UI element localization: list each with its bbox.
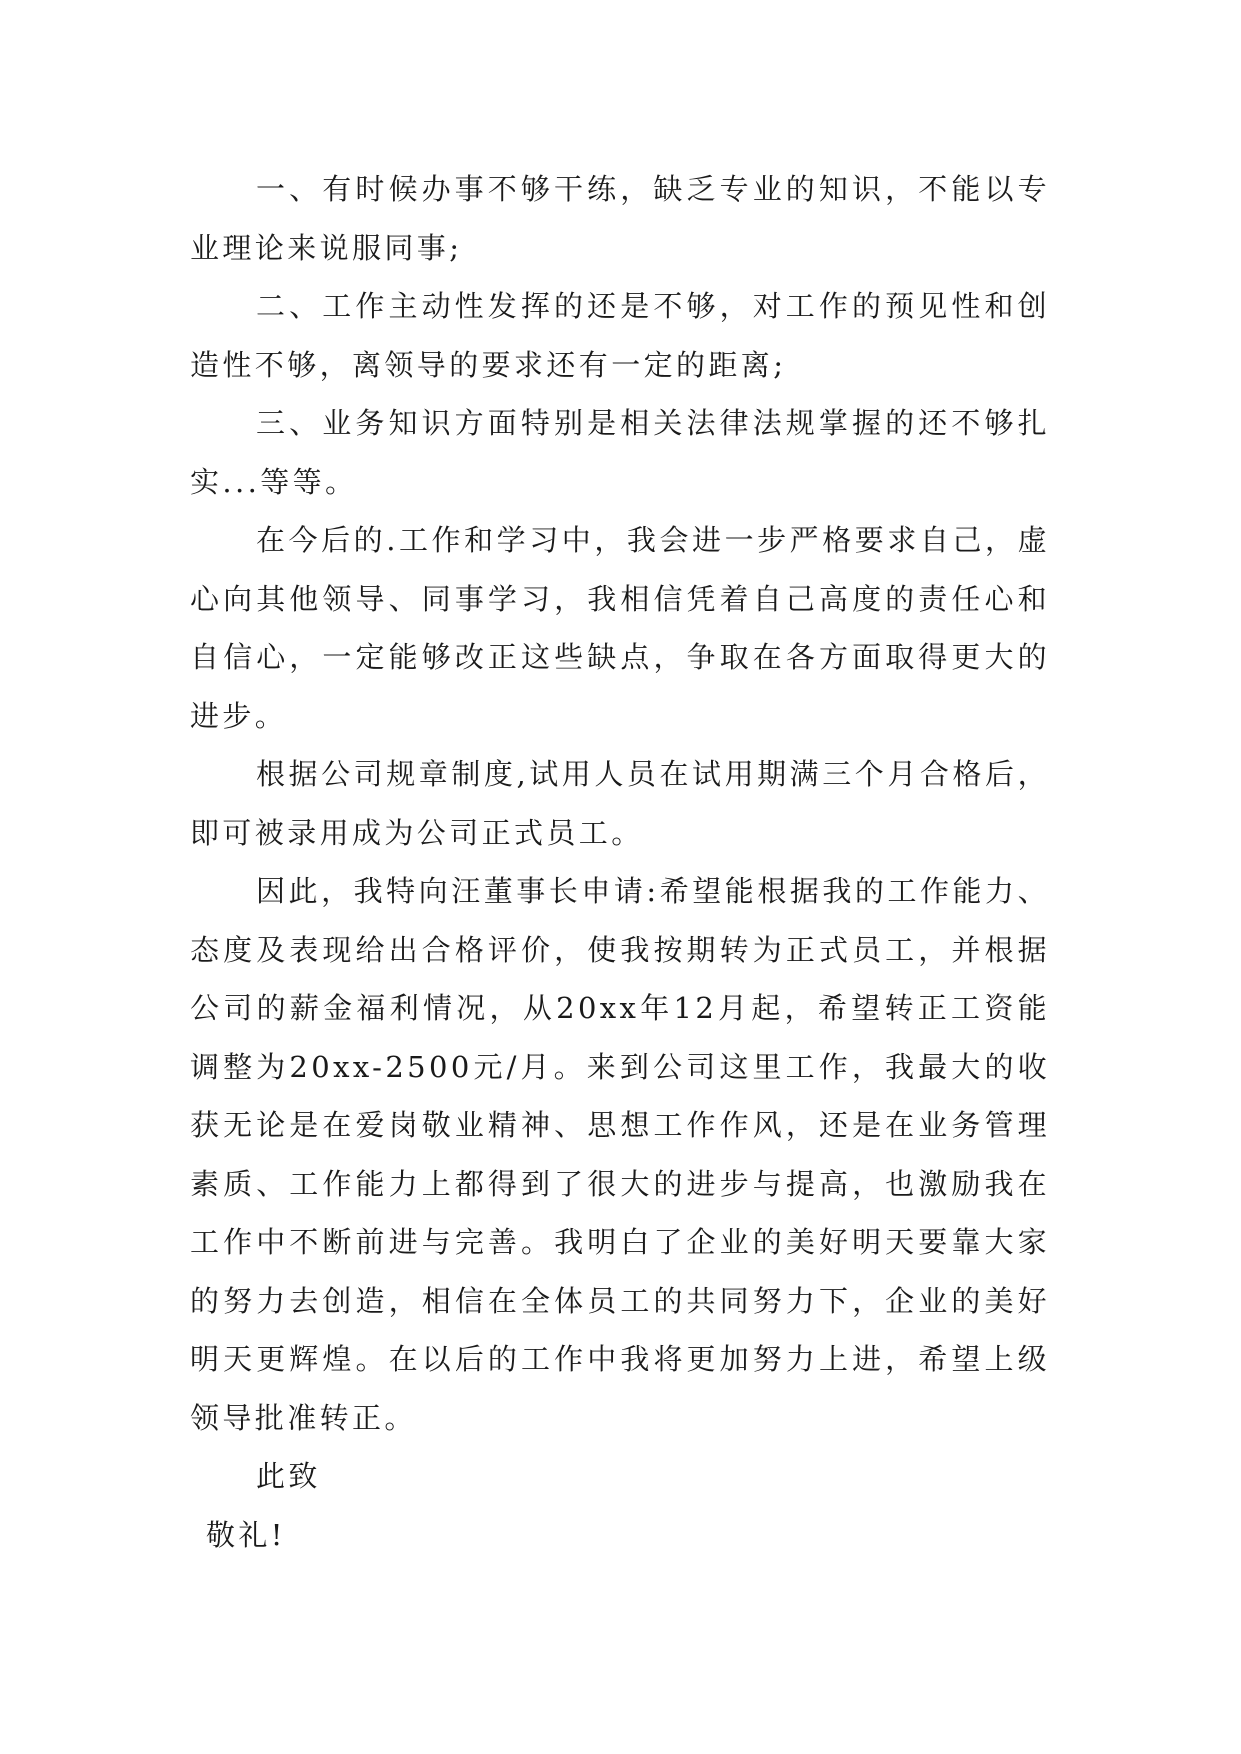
paragraph-shortcoming-3: 三、业务知识方面特别是相关法律法规掌握的还不够扎实...等等。 — [190, 406, 1050, 499]
document-body — [190, 160, 1050, 1564]
paragraph-company-rule: 根据公司规章制度,试用人员在试用期满三个月合格后，即可被录用成为公司正式员工。 — [190, 757, 1050, 850]
closing-salutation: 此致 — [256, 1459, 321, 1493]
closing-regards: 敬礼! — [206, 1517, 286, 1552]
paragraph-application: 因此，我特向汪董事长申请:希望能根据我的工作能力、态度及表现给出合格评价，使我按期转为正式员工，并根据公司的薪金福利情况，从20xx年12月起，希望转正工资能调整为20xx-2500元/月。来到公司这里工作，我最大的收获无论是在爱岗敬业精神、思想工作作风，还是在业务管理素质、工作能力上都得到了很大的进步与提高，也激励我在工作中不断前进与完善。我明白了企业的美好明天要靠大家的努力去创造，相信在全体员工的共同努力下，企业的美好明天更辉煌。在以后的工作中我将更加努力上进，希望上级领导批准转正。 — [190, 874, 1050, 1435]
paragraph-improvement: 在今后的.工作和学习中，我会进一步严格要求自己，虚心向其他领导、同事学习，我相信凭着自己高度的责任心和自信心，一定能够改正这些缺点，争取在各方面取得更大的进步。 — [190, 523, 1050, 733]
paragraph-shortcoming-1: 一、有时候办事不够干练，缺乏专业的知识，不能以专业理论来说服同事; — [190, 172, 1050, 265]
paragraph-shortcoming-2: 二、工作主动性发挥的还是不够，对工作的预见性和创造性不够，离领导的要求还有一定的距离; — [190, 289, 1050, 382]
